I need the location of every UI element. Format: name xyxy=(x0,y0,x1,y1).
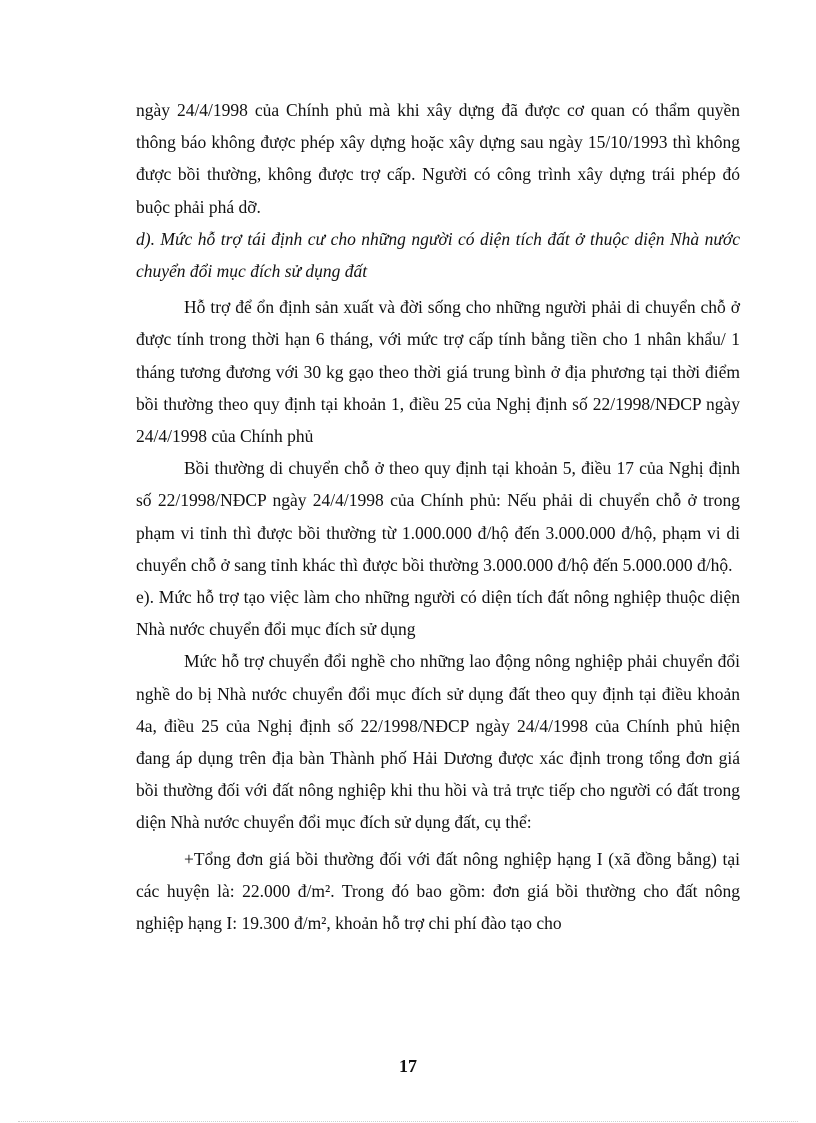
body-text xyxy=(136,94,740,939)
page-number: 17 xyxy=(399,1056,417,1076)
paragraph-unit-price: +Tổng đơn giá bồi thường đối với đất nông nghiệp hạng I (xã đồng bằng) tại các huyện là: 22.000 đ/m². Trong đó bao gồm: đơn giá bồi thường cho đất nông nghiệp hạng I: 19.300 đ/m², khoản hỗ trợ chi phí đào tạo cho xyxy=(136,848,740,934)
section-heading-d: d). Mức hỗ trợ tái định cư cho những người có diện tích đất ở thuộc diện Nhà nước chuyển đổi mục đích sử dụng đất xyxy=(136,228,740,282)
paragraph-resettlement-support: Hỗ trợ để ổn định sản xuất và đời sống cho những người phải di chuyển chỗ ở được tính trong thời hạn 6 tháng, với mức trợ cấp tính bằng tiền cho 1 nhân khẩu/ 1 tháng tương đương với 30 kg gạo theo thời giá trung bình ở địa phương tại thời điểm bồi thường theo quy định tại khoản 1, điều 25 của Nghị định số 22/1998/NĐCP ngày 24/4/1998 của Chính phủ xyxy=(136,297,740,447)
page-divider xyxy=(18,1121,798,1122)
paragraph-job-support: Mức hỗ trợ chuyển đổi nghề cho những lao động nông nghiệp phải chuyển đổi nghề do bị Nhà nước chuyển đổi mục đích sử dụng đất theo quy định tại điều khoản 4a, điều 25 của Nghị định số 22/1998/NĐCP ngày 24/4/1998 của Chính phủ hiện đang áp dụng trên địa bàn Thành phố Hải Dương được xác định trong tổng đơn giá bồi thường đối với đất nông nghiệp khi thu hồi và trả trực tiếp cho người có đất trong diện Nhà nước chuyển đổi mục đích sử dụng đất, cụ thể: xyxy=(136,651,740,833)
paragraph-continuation: ngày 24/4/1998 của Chính phủ mà khi xây dựng đã được cơ quan có thẩm quyền thông báo không được phép xây dựng hoặc xây dựng sau ngày 15/10/1993 thì không được bồi thường, không được trợ cấp. Người có công trình xây dựng trái phép đó buộc phải phá dỡ. xyxy=(136,100,740,217)
paragraph-relocation-compensation: Bồi thường di chuyển chỗ ở theo quy định tại khoản 5, điều 17 của Nghị định số 22/1998/NĐCP ngày 24/4/1998 của Chính phủ: Nếu phải di chuyển chỗ ở trong phạm vi tỉnh thì được bồi thường từ 1.000.000 đ/hộ đến 3.000.000 đ/hộ, phạm vi di chuyển chỗ ở sang tỉnh khác thì được bồi thường 3.000.000 đ/hộ đến 5.000.000 đ/hộ. xyxy=(136,458,740,575)
section-heading-e: e). Mức hỗ trợ tạo việc làm cho những người có diện tích đất nông nghiệp thuộc diện Nhà nước chuyển đổi mục đích sử dụng xyxy=(136,587,740,640)
